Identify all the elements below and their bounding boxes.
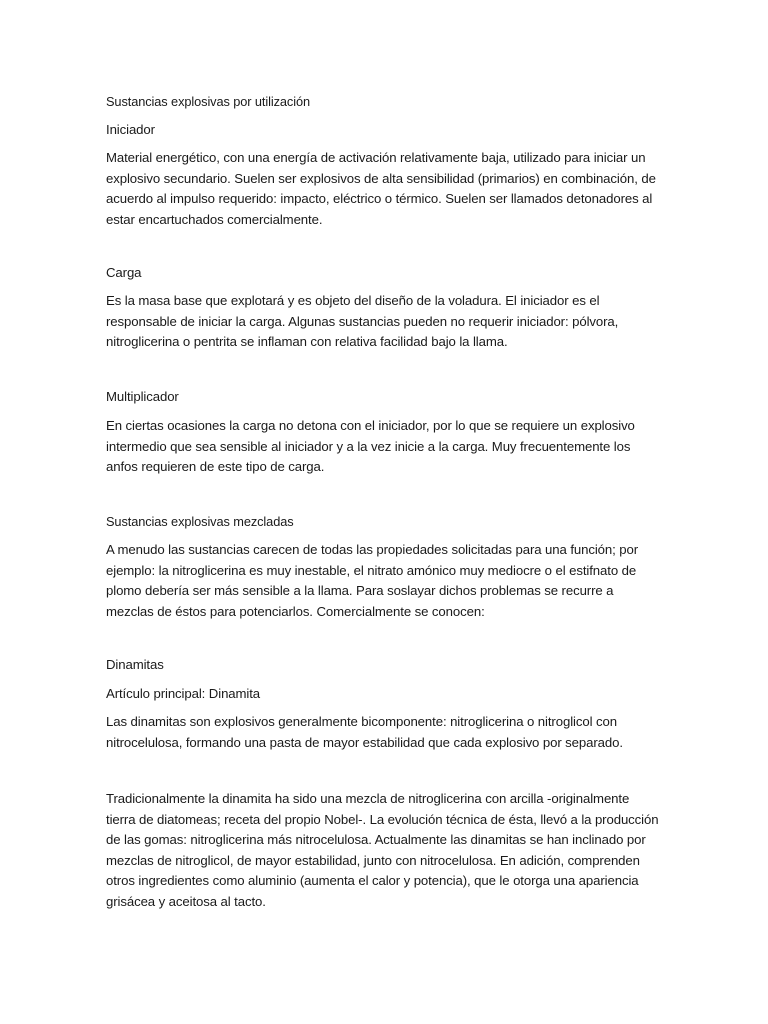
- paragraph-dinamitas-1: Las dinamitas son explosivos generalmente bicomponente: nitroglicerina o nitroglicol con nitrocelulosa, formando una pasta de mayor estabilidad que cada explosivo por separado.: [106, 714, 623, 750]
- heading-multiplicador: Multiplicador: [106, 389, 179, 404]
- paragraph-mezcladas: A menudo las sustancias carecen de todas las propiedades solicitadas para una función; por ejemplo: la nitroglicerina es muy inestable, el nitrato amónico muy mediocre o el estifnato de plomo debería ser más sensible a la llama. Para soslayar dichos problemas se recurre a mezclas de éstos para potenciarlos. Comercialmente se conocen:: [106, 542, 639, 619]
- heading-carga: Carga: [106, 265, 142, 280]
- paragraph-carga: Es la masa base que explotará y es objeto del diseño de la voladura. El iniciador es el responsable de iniciar la carga. Algunas sustancias pueden no requerir iniciador: pólvora, nitroglicerina o pentrita se inflaman con relativa facilidad bajo la llama.: [106, 293, 619, 350]
- heading-mezcladas: Sustancias explosivas mezcladas: [106, 514, 294, 529]
- paragraph-dinamitas-2: Tradicionalmente la dinamita ha sido una mezcla de nitroglicerina con arcilla -originalmente tierra de diatomeas; receta del propio Nobel-. La evolución técnica de ésta, llevó a la producción de las gomas: nitroglicerina más nitrocelulosa. Actualmente las dinamitas se han inclinado por mezclas de nitroglicol, de mayor estabilidad, junto con nitrocelulosa. En adición, comprenden otros ingredientes como aluminio (aumenta el calor y potencia), que le otorga una apariencia grisácea y aceitosa al tacto.: [106, 791, 659, 909]
- section-heading: Sustancias explosivas por utilización: [106, 94, 310, 109]
- paragraph-iniciador: Material energético, con una energía de activación relativamente baja, utilizado para iniciar un explosivo secundario. Suelen ser explosivos de alta sensibilidad (primarios) en combinación, de acuerdo al impulso requerido: impacto, eléctrico o térmico. Suelen ser llamados detonadores al estar encartuchados comercialmente.: [106, 150, 656, 227]
- subheading-iniciador: Iniciador: [106, 122, 155, 137]
- heading-dinamitas: Dinamitas: [106, 657, 164, 672]
- subheading-articulo-principal: Artículo principal: Dinamita: [106, 686, 261, 701]
- paragraph-multiplicador: En ciertas ocasiones la carga no detona con el iniciador, por lo que se requiere un explosivo intermedio que sea sensible al iniciador y a la vez inicie a la carga. Muy frecuentemente los anfos requieren de este tipo de carga.: [106, 418, 635, 475]
